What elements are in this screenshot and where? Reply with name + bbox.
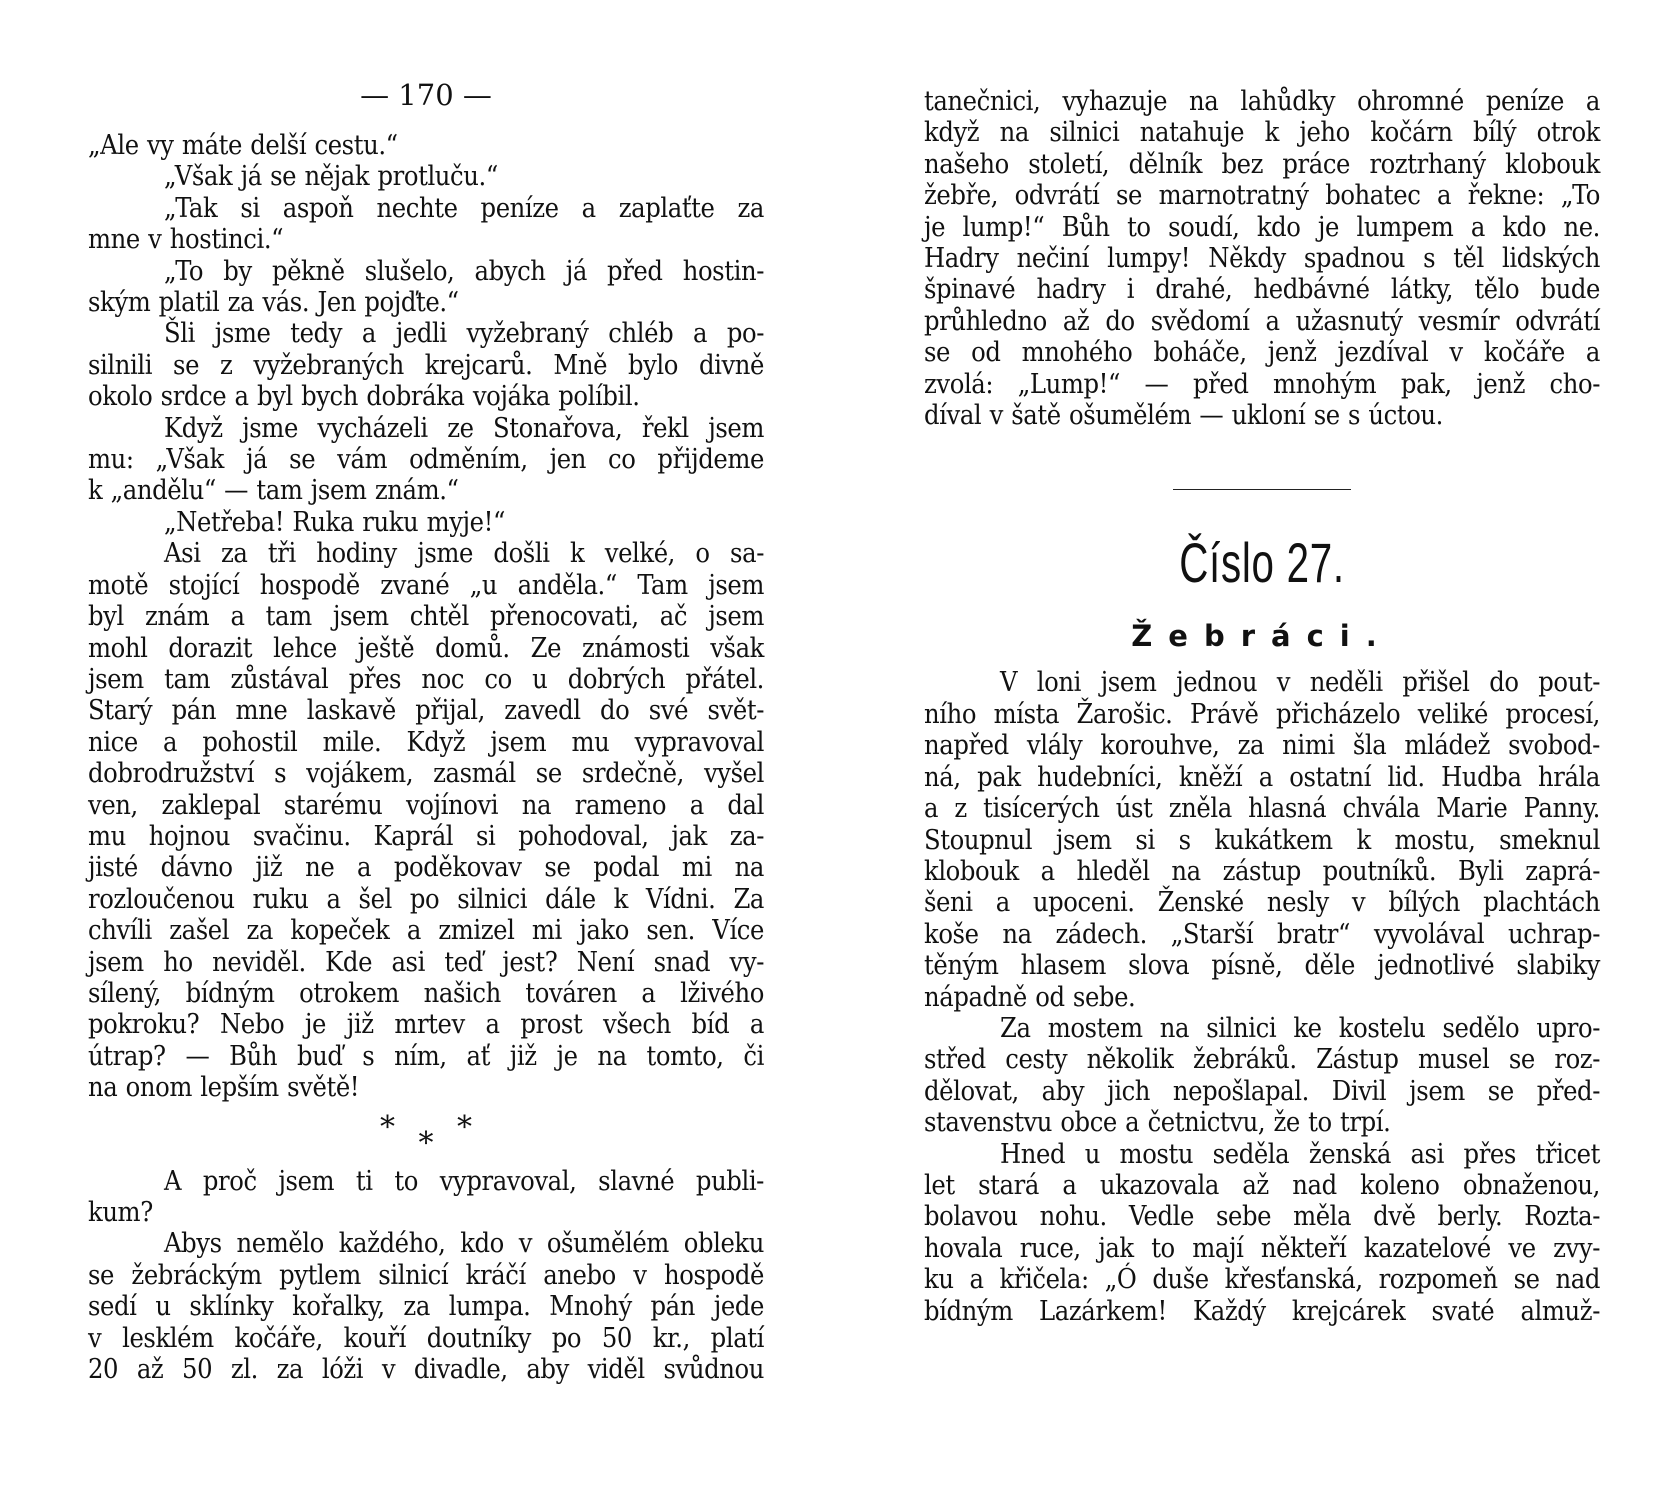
asterism-divider — [88, 1109, 764, 1161]
text-line: dělovat, aby jich nepošlapal. Divil jsem se před- — [924, 1075, 1600, 1107]
text-line: dobrodružství s vojákem, zasmál se srdečně, vyšel — [88, 758, 764, 790]
text-line: ku a křičela: „Ó duše křesťanská, rozpomeň se nad — [924, 1264, 1600, 1296]
text-line: motě stojící hospodě zvané „u anděla.“ Tam jsem — [88, 569, 764, 601]
text-line: chvíli zašel za kopeček a zmizel mi jako sen. Více — [88, 915, 764, 947]
chapter-title: Číslo 27. — [1179, 531, 1345, 595]
text-line: „Však já se nějak protluču.“ — [164, 161, 498, 193]
text-line: let stará a ukazovala až nad koleno obnaženou, — [924, 1169, 1600, 1201]
text-line: šeni a upoceni. Ženské nesly v bílých plachtách — [924, 887, 1600, 919]
section-rule — [1173, 489, 1351, 490]
left-page — [88, 78, 764, 1385]
text-line: těným hlasem slova písně, děle jednotlivé slabiky — [924, 950, 1600, 982]
text-line: Hadry nečiní lumpy! Někdy spadnou s těl lidských — [924, 243, 1600, 275]
text-line: ná, pak hudebníci, kněží a ostatní lid. Hudba hrála — [924, 761, 1600, 793]
text-line: hovala ruce, jak to mají někteří kazatelové ve zvy- — [924, 1232, 1600, 1264]
text-line: Za mostem na silnici ke kostelu sedělo upro- — [1000, 1012, 1600, 1044]
text-line: Šli jsme tedy a jedli vyžebraný chléb a po- — [164, 318, 764, 350]
text-line: mu: „Však já se vám odměním, jen co přijdeme — [88, 444, 764, 476]
text-line: mne v hostinci.“ — [88, 224, 284, 256]
asterism-star: * — [379, 1109, 395, 1145]
text-line: se od mnohého boháče, jenž jezdíval v kočáře a — [924, 337, 1600, 369]
text-line: mu hojnou svačinu. Kaprál si pohodoval, jak za- — [88, 820, 764, 852]
text-line: jisté dávno již ne a poděkovav se podal mi na — [88, 852, 764, 884]
chapter-subtitle: Žebráci. — [1131, 619, 1393, 654]
text-line: sílený, bídným otrokem našich továren a lživého — [88, 977, 764, 1009]
asterism-star: * — [418, 1125, 434, 1161]
text-line: Abys nemělo každého, kdo v ošumělém obleku — [164, 1228, 764, 1260]
text-line: nápadně od sebe. — [924, 981, 1136, 1013]
text-line: „To by pěkně slušelo, abych já před hostin- — [164, 255, 764, 287]
text-line: žebře, odvrátí se marnotratný bohatec a řekne: „To — [924, 180, 1600, 212]
text-line: Hned u mostu seděla ženská asi přes třicet — [1000, 1138, 1600, 1170]
text-line: jsem tam zůstával přes noc co u dobrých přátel. — [88, 663, 764, 695]
text-line: ským platil za vás. Jen pojďte.“ — [88, 287, 459, 319]
text-line: tanečnici, vyhazuje na lahůdky ohromné peníze a — [924, 86, 1600, 117]
text-line: klobouk a hleděl na zástup poutníků. Byli zaprá- — [924, 855, 1600, 887]
text-line: pokroku? Nebo je již mrtev a prost všech bíd a — [88, 1009, 764, 1041]
text-line: mohl dorazit lehce ještě domů. Ze známosti však — [88, 632, 764, 664]
text-line: je lump!“ Bůh to soudí, kdo je lumpem a kdo ne. — [924, 211, 1600, 243]
text-line: byl znám a tam jsem chtěl přenocovati, ač jsem — [88, 601, 764, 633]
text-line: když na silnici natahuje k jeho kočárn bílý otrok — [924, 117, 1600, 149]
text-line: ního místa Žarošic. Právě přicházelo veliké procesí, — [924, 698, 1600, 730]
text-line: Asi za tři hodiny jsme došli k velké, o sa- — [164, 538, 764, 570]
left-page-text-top — [88, 130, 764, 1104]
text-line: silnili se z vyžebraných krejcarů. Mně bylo divně — [88, 349, 764, 381]
text-line: sedí u sklínky kořalky, za lumpa. Mnohý pán jede — [88, 1291, 764, 1323]
text-line: jsem ho neviděl. Kde asi teď jest? Není snad vy- — [88, 946, 764, 978]
text-line: A proč jsem ti to vypravoval, slavné publi- — [164, 1165, 764, 1197]
page-number: — 170 — — [360, 78, 492, 112]
text-line: střed cesty několik žebráků. Zástup musel se roz- — [924, 1044, 1600, 1076]
text-line: se žebráckým pytlem silnicí kráčí anebo v hospodě — [88, 1259, 764, 1291]
text-line: stavenstvu obce a četnictvu, že to trpí. — [924, 1107, 1391, 1139]
text-line: „Netřeba! Ruka ruku myje!“ — [164, 506, 506, 538]
text-line: Stoupnul jsem si s kukátkem k mostu, smeknul — [924, 824, 1600, 856]
text-line: bídným Lazárkem! Každý krejcárek svaté almuž- — [924, 1295, 1600, 1327]
text-line: Starý pán mne laskavě přijal, zavedl do své svět- — [88, 695, 764, 727]
text-line: kum? — [88, 1197, 153, 1228]
left-page-text-bottom — [88, 1166, 764, 1386]
text-line: v lesklém kočáře, kouří doutníky po 50 kr., platí — [88, 1322, 764, 1354]
right-page — [924, 86, 1600, 1327]
text-line: průhledno až do svědomí a užasnutý vesmír odvrátí — [924, 305, 1600, 337]
text-line: k „andělu“ — tam jsem znám.“ — [88, 475, 459, 507]
text-line: zvolá: „Lump!“ — před mnohým pak, jenž cho- — [924, 368, 1600, 400]
text-line: V loni jsem jednou v neděli přišel do pout- — [1000, 667, 1600, 699]
text-line: 20 až 50 zl. za lóži v divadle, aby viděl svůdnou — [88, 1354, 764, 1386]
text-line: našeho století, dělník bez práce roztrhaný klobouk — [924, 148, 1600, 180]
text-line: útrap? — Bůh buď s ním, ať již je na tomto, či — [88, 1040, 764, 1072]
text-line: „Ale vy máte delší cestu.“ — [88, 130, 398, 161]
text-line: ven, zaklepal starému vojínovi na rameno a dal — [88, 789, 764, 821]
text-line: a z tisícerých úst zněla hlasná chvála Marie Panny. — [924, 793, 1600, 825]
text-line: Když jsme vycházeli ze Stonařova, řekl jsem — [164, 412, 764, 444]
text-line: nice a pohostil mile. Když jsem mu vypravoval — [88, 726, 764, 758]
text-line: „Tak si aspoň nechte peníze a zaplaťte za — [164, 192, 764, 224]
right-page-text-bottom — [924, 667, 1600, 1327]
text-line: špinavé hadry i drahé, hedbávné látky, tělo bude — [924, 274, 1600, 306]
text-line: koše na zádech. „Starší bratr“ vyvolával uchrap- — [924, 918, 1600, 950]
text-line: rozloučenou ruku a šel po silnici dále k Vídni. Za — [88, 883, 764, 915]
right-page-text-top — [924, 86, 1600, 431]
text-line: okolo srdce a byl bych dobráka vojáka políbil. — [88, 381, 640, 413]
text-line: bolavou nohu. Vedle sebe měla dvě berly. Rozta- — [924, 1201, 1600, 1233]
asterism-star: * — [457, 1109, 473, 1145]
text-line: napřed vlály korouhve, za nimi šla mládež svobod- — [924, 730, 1600, 762]
text-line: díval v šatě ošumělém — ukloní se s úctou. — [924, 400, 1443, 432]
text-line: na onom lepším světě! — [88, 1072, 360, 1104]
